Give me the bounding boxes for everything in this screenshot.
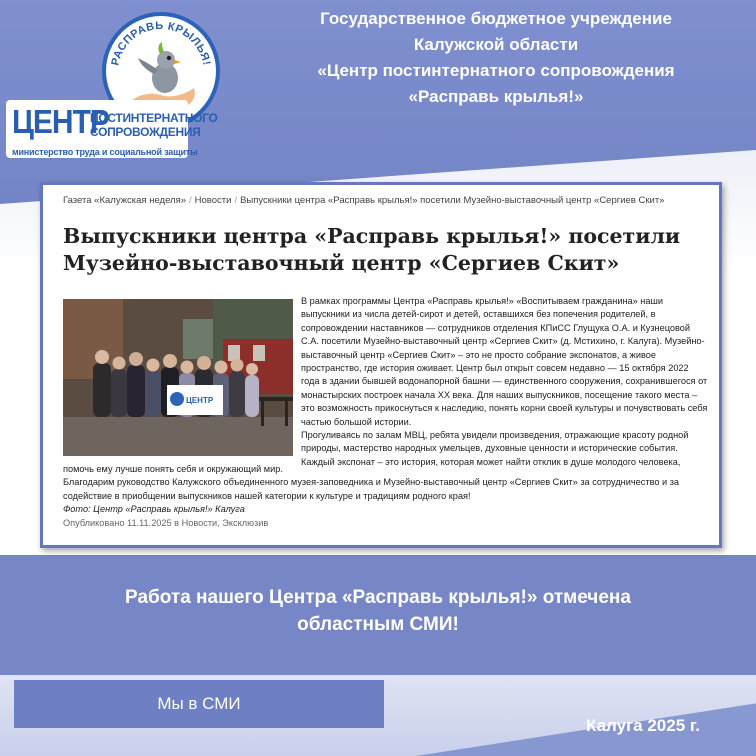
photo-caption: Фото: Центр «Расправь крылья!» Калуга (63, 504, 245, 515)
media-headline (30, 584, 726, 638)
article-title: Выпускники центра «Расправь крылья!» посетили Музейно-выставочный центр «Сергиев Скит» (63, 224, 681, 275)
article-tail (63, 463, 713, 530)
group-photo-illustration (63, 299, 293, 456)
svg-text:РАСПРАВЬ КРЫЛЬЯ!: РАСПРАВЬ КРЫЛЬЯ! (109, 19, 213, 67)
logo-sub-text-1: ПОСТИНТЕРНАТНОГО (90, 111, 218, 125)
organization-title-line-4: «Расправь крылья!» (408, 87, 584, 106)
logo-ministry-text: министерство труда и социальной защиты (12, 147, 198, 157)
organization-title-line-3: «Центр постинтернатного сопровождения (317, 61, 675, 80)
organization-title (236, 6, 756, 110)
organization-title-line-1: Государственное бюджетное учреждение (320, 9, 672, 28)
article-paragraph-1: В рамках программы Центра «Расправь крылья!» «Воспитываем гражданина» наши выпускники из числа детей-сирот и детей, оставшихся без попечения родителей, в сопровождении наставников — сотрудников отделения КПиСС Глущука О.А. и Кузнецовой С.А. посетили Музейно-выставочный центр «Сергиев Скит» (д. Мстихино, г. Калуга). Музейно-выставочный центр «Сергиев Скит» – это не просто собрание экспонатов, а живое пространство, где история оживает. Центр был открыт совсем недавно — 15 октября 2022 года в здании бывшей водонапорной башни — единственного сооружения, сохранившегося от монастырских построек начала XX века. Для наших выпускников, посещение такого места – это возможность прикоснуться к наследию, понять корни своей культуры и почувствовать себя частью большой истории. (301, 296, 708, 427)
breadcrumb-item-news[interactable]: Новости (194, 195, 232, 206)
publish-meta: Опубликовано 11.11.2025 в Новости, Эксклюзив (63, 517, 269, 528)
article-body (301, 295, 709, 469)
in-media-button[interactable]: Мы в СМИ (14, 680, 384, 728)
banner-text: ЦЕНТР (186, 396, 214, 405)
footer-city-year: Калуга 2025 г. (586, 716, 700, 735)
organization-title-line-2: Калужской области (413, 35, 579, 54)
media-headline-line-2: областным СМИ! (297, 614, 459, 635)
group-photo (63, 299, 293, 456)
center-logo (6, 8, 218, 158)
article-paragraph-3: помочь ему лучше понять себя и окружающий мир. (63, 464, 283, 474)
logo-sub-text-2: СОПРОВОЖДЕНИЯ (90, 125, 201, 139)
breadcrumb-item-newspaper[interactable]: Газета «Калужская неделя» (63, 195, 187, 206)
article-paragraph-2: Прогуливаясь по залам МВЦ, ребята увидели произведения, отражающие красоту родной природы, мастерство народных умельцев, духовные ценности и исторические события. Каждый экспонат – это история, которая может найти отклик в душе молодого человека, (301, 430, 689, 467)
media-headline-line-1: Работа нашего Центра «Расправь крылья!» отмечена (125, 587, 631, 608)
article-paragraph-4: Благодарим руководство Калужского объединенного музея-заповедника и Музейно-выставочный центр «Сергиев Скит» за сотрудничество и за содействие в приобщении выпускников нашей категории к культуре и традициям родного края! (63, 477, 680, 501)
logo-main-text: ЦЕНТР (12, 104, 109, 141)
breadcrumb: Газета «Калужская неделя» / Новости / Выпускники центра «Расправь крылья!» посетили Музейно-выставочный центр «Сергиев Скит» (63, 195, 665, 206)
article-screenshot-card (40, 182, 722, 548)
breadcrumb-item-current: Выпускники центра «Расправь крылья!» посетили Музейно-выставочный центр «Сергиев Скит» (240, 195, 665, 206)
